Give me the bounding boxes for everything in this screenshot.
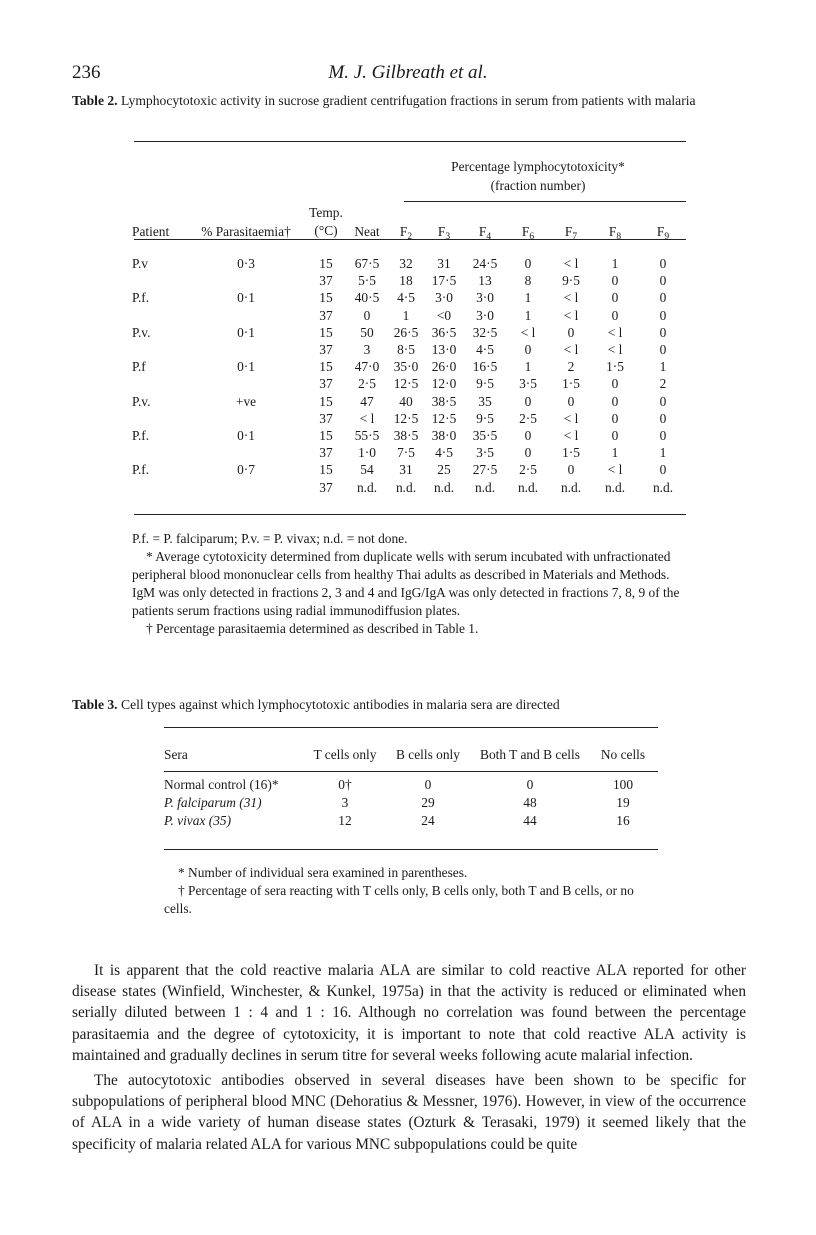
table2-f2: 38·5 bbox=[393, 428, 419, 444]
table2-f2: 31 bbox=[399, 462, 413, 478]
table2-temp: 15 bbox=[319, 462, 333, 478]
fraction-letter: F bbox=[399, 224, 408, 239]
table3-col-sera: Sera bbox=[164, 747, 188, 762]
table2-f7: 9·5 bbox=[562, 273, 580, 289]
table2-f3: 3·0 bbox=[435, 290, 453, 306]
table2-f3: 38·0 bbox=[431, 428, 457, 444]
table2-f4: 27·5 bbox=[472, 462, 498, 478]
table2-footnotes bbox=[132, 530, 692, 638]
table3-none: 100 bbox=[612, 777, 634, 792]
fraction-number: 9 bbox=[664, 232, 670, 242]
table2-col-f9 bbox=[638, 204, 688, 243]
table2-footnote-star: * Average cytotoxicity determined from duplicate wells with serum incubated with unfractionated peripheral blood mononuclear cells from healthy Thai adults as described in Materials and Methods. IgM was only detected in fractions 2, 3 and 4 and IgG/IgA was only detected in fractions 7, 8, 9 of the patients serum fractions using radial immunodiffusion plates. bbox=[132, 549, 680, 618]
table2-f9: 0 bbox=[659, 256, 667, 271]
table2-f3: 31 bbox=[437, 256, 451, 271]
table2-patient: P.f bbox=[132, 359, 146, 375]
table2-f7: < l bbox=[563, 428, 579, 444]
table2-f8: 0 bbox=[611, 376, 619, 392]
table2-f7: < l bbox=[563, 307, 579, 323]
table2-f7: n.d. bbox=[560, 479, 582, 495]
table2-patient bbox=[132, 307, 186, 324]
table2-neat: 3 bbox=[363, 342, 371, 358]
table2-f3: 26·0 bbox=[431, 359, 457, 375]
table2-patient: P.f. bbox=[132, 290, 150, 306]
fraction-letter: F bbox=[521, 224, 530, 239]
table2-f6: 0 bbox=[524, 342, 532, 358]
table2-f2: n.d. bbox=[395, 479, 417, 495]
fraction-number: 3 bbox=[445, 232, 451, 242]
table2-neat: 55·5 bbox=[354, 428, 380, 444]
page-number: 236 bbox=[72, 62, 101, 83]
table2-f2: 1 bbox=[402, 307, 410, 323]
table2-f6: 0 bbox=[524, 393, 532, 409]
table2-f9: 0 bbox=[659, 462, 667, 478]
fraction-letter: F bbox=[608, 224, 617, 239]
table3 bbox=[164, 744, 658, 830]
table2-group-header-line2: (fraction number) bbox=[490, 178, 586, 193]
table3-footnotes bbox=[164, 864, 664, 918]
table3-none: 16 bbox=[616, 813, 630, 828]
table2-f4: 32·5 bbox=[472, 324, 498, 340]
table2-temp: 15 bbox=[319, 256, 333, 271]
table3-b-cells: 24 bbox=[421, 813, 435, 828]
table2-f4: 16·5 bbox=[472, 359, 498, 375]
table2-f8: 0 bbox=[611, 410, 619, 426]
table3-t-cells: 12 bbox=[338, 813, 352, 828]
table2-f3: 12·0 bbox=[431, 376, 457, 392]
table2-f2: 8·5 bbox=[397, 342, 415, 358]
table2-f7: < l bbox=[563, 342, 579, 358]
table3-b-cells: 29 bbox=[421, 795, 435, 810]
table3-both: 44 bbox=[523, 813, 537, 828]
table2-parasitaemia bbox=[186, 272, 306, 289]
table2-f9: 0 bbox=[659, 324, 667, 340]
table-row bbox=[132, 289, 688, 306]
table2-neat: n.d. bbox=[356, 479, 378, 495]
table2-temp: 37 bbox=[319, 376, 333, 392]
fraction-number: 2 bbox=[407, 232, 413, 242]
table2-temp: 15 bbox=[319, 359, 333, 375]
table2-neat: 67·5 bbox=[354, 256, 380, 271]
table2-parasitaemia bbox=[186, 444, 306, 461]
table2-f8: 1 bbox=[611, 445, 619, 461]
table2-parasitaemia bbox=[186, 479, 306, 496]
table2-f7: 1·5 bbox=[562, 445, 580, 461]
table3-sera: P. vivax (35) bbox=[164, 813, 232, 828]
table2-patient: P.f. bbox=[132, 428, 150, 444]
table3-label: Table 3. bbox=[72, 697, 118, 712]
table2-patient bbox=[132, 341, 186, 358]
fraction-letter: F bbox=[437, 224, 446, 239]
body-paragraph-1: It is apparent that the cold reactive malaria ALA are similar to cold reactive ALA reported for other disease states (Winfield, Winchester, & Kunkel, 1975a) in that the activity is reduced or eliminated when serially diluted between 1 : 4 and 1 : 16. Although no correlation was found between the percentage parasitaemia and the degree of cytotoxicity, it is important to note that cold reactive ALA activity is maintained and gradually declines in serum titre for several weeks following acute malarial infection. bbox=[72, 962, 746, 1064]
table2-f2: 32 bbox=[399, 256, 413, 271]
table2-col-f6 bbox=[506, 204, 550, 243]
table2-patient: P.v. bbox=[132, 393, 151, 409]
table2-f7: < l bbox=[563, 290, 579, 306]
table2-f3: 25 bbox=[437, 462, 451, 478]
table2-f4: 3·5 bbox=[476, 445, 494, 461]
table-row bbox=[132, 375, 688, 392]
table2-parasitaemia: 0·7 bbox=[237, 462, 255, 478]
table3-sera: Normal control (16)* bbox=[164, 777, 279, 792]
table2-temp: 15 bbox=[319, 393, 333, 409]
table2-col-temp-line2: (°C) bbox=[314, 223, 338, 238]
table2-parasitaemia bbox=[186, 375, 306, 392]
table2-parasitaemia bbox=[186, 307, 306, 324]
table3-bottom-rule bbox=[164, 849, 658, 850]
table2-f6: 3·5 bbox=[519, 376, 537, 392]
table2-f2: 12·5 bbox=[393, 376, 419, 392]
table3-t-cells: 0† bbox=[338, 777, 352, 792]
table-row bbox=[132, 427, 688, 444]
table2-f3: 36·5 bbox=[431, 324, 457, 340]
table2-f7: < l bbox=[563, 256, 579, 271]
table2-f7: 1·5 bbox=[562, 376, 580, 392]
table2-neat: < l bbox=[359, 410, 375, 426]
table-row bbox=[132, 479, 688, 496]
table2-f4: 4·5 bbox=[476, 342, 494, 358]
fraction-letter: F bbox=[564, 224, 573, 239]
table3-col-b-cells: B cells only bbox=[396, 747, 460, 762]
table2-patient: P.v bbox=[132, 256, 149, 271]
table2-col-patient: Patient bbox=[132, 224, 170, 239]
table-row bbox=[132, 461, 688, 478]
table2-f4: 9·5 bbox=[476, 410, 494, 426]
table2-f7: 2 bbox=[567, 359, 575, 375]
table2-f3: 38·5 bbox=[431, 393, 457, 409]
table2-f2: 35·0 bbox=[393, 359, 419, 375]
table2-f4: 3·0 bbox=[476, 307, 494, 323]
table2-f8: 0 bbox=[611, 273, 619, 289]
table2-f8: n.d. bbox=[604, 479, 626, 495]
table3-footnote-dagger: † Percentage of sera reacting with T cells only, B cells only, both T and B cells, or no cells. bbox=[164, 883, 634, 916]
table2-f3: 13·0 bbox=[431, 342, 457, 358]
table2-temp: 15 bbox=[319, 324, 333, 340]
table3-top-rule bbox=[164, 727, 658, 728]
table3-col-both: Both T and B cells bbox=[480, 747, 580, 762]
table2-neat: 54 bbox=[360, 462, 374, 478]
table2-col-f4 bbox=[464, 204, 506, 243]
table2-neat: 2·5 bbox=[358, 376, 376, 392]
fraction-number: 8 bbox=[616, 232, 622, 242]
table2-neat: 1·0 bbox=[358, 445, 376, 461]
table2-f7: 0 bbox=[567, 393, 575, 409]
table2-f8: 1·5 bbox=[606, 359, 624, 375]
table3-header-row bbox=[164, 744, 658, 766]
table3-caption bbox=[72, 696, 746, 713]
running-head: M. J. Gilbreath et al. bbox=[328, 62, 488, 83]
table-row bbox=[132, 272, 688, 289]
table-row bbox=[164, 794, 658, 812]
table-row bbox=[132, 444, 688, 461]
table2-neat: 5·5 bbox=[358, 273, 376, 289]
table2-f9: 0 bbox=[659, 428, 667, 444]
table2-parasitaemia bbox=[186, 341, 306, 358]
table2-f6: 2·5 bbox=[519, 410, 537, 426]
table2-col-temp-line1: Temp. bbox=[309, 205, 343, 220]
table2-patient bbox=[132, 479, 186, 496]
table2-f3: <0 bbox=[436, 307, 452, 323]
table2-f2: 40 bbox=[399, 393, 413, 409]
table2-f6: 0 bbox=[524, 256, 532, 271]
table3-none: 19 bbox=[616, 795, 630, 810]
table2-col-temp bbox=[306, 204, 346, 243]
table2-parasitaemia: 0·1 bbox=[237, 324, 255, 340]
table2-f4: 35 bbox=[478, 393, 492, 409]
body-paragraph-2: The autocytotoxic antibodies observed in several diseases have been shown to be specific for subpopulations of peripheral blood MNC (Dehoratius & Messner, 1976). However, in view of the occurrence of ALA in a wide variety of human disease states (Ozturk & Terasaki, 1979) it seemed likely that the specificity of malaria related ALA for various MNC subpopulations could be quite bbox=[72, 1072, 746, 1153]
table2-f9: 0 bbox=[659, 342, 667, 358]
table2-f9: 2 bbox=[659, 376, 667, 392]
table-row bbox=[164, 812, 658, 830]
table2-f6: 2·5 bbox=[519, 462, 537, 478]
table2-temp: 15 bbox=[319, 290, 333, 306]
table2-temp: 37 bbox=[319, 307, 333, 323]
table2-f7: < l bbox=[563, 410, 579, 426]
table2-temp: 37 bbox=[319, 479, 333, 495]
body-text bbox=[72, 960, 746, 1155]
table2-f2: 26·5 bbox=[393, 324, 419, 340]
table2-f6: 8 bbox=[524, 273, 532, 289]
table2-f3: 17·5 bbox=[431, 273, 457, 289]
table2-f9: n.d. bbox=[652, 479, 674, 495]
table3-col-t-cells: T cells only bbox=[313, 747, 377, 762]
table3-both: 0 bbox=[526, 777, 534, 792]
table2-f6: 1 bbox=[524, 307, 532, 323]
table2-col-f8 bbox=[592, 204, 638, 243]
table2-f7: 0 bbox=[567, 324, 575, 340]
table2-f4: 13 bbox=[478, 273, 492, 289]
table2-patient bbox=[132, 410, 186, 427]
fraction-letter: F bbox=[478, 224, 487, 239]
table-row bbox=[164, 776, 658, 794]
table-row bbox=[132, 255, 688, 272]
table2-f8: 1 bbox=[611, 256, 619, 271]
table2-footnote-abbrev: P.f. = P. falciparum; P.v. = P. vivax; n.d. = not done. bbox=[132, 531, 408, 546]
table2-f9: 0 bbox=[659, 410, 667, 426]
table2-col-f7 bbox=[550, 204, 592, 243]
table2-f6: n.d. bbox=[517, 479, 539, 495]
table2-f7: 0 bbox=[567, 462, 575, 478]
table3-caption-text: Cell types against which lymphocytotoxic antibodies in malaria sera are directed bbox=[121, 697, 560, 712]
table2-patient: P.f. bbox=[132, 462, 150, 478]
table2-f4: 9·5 bbox=[476, 376, 494, 392]
table2-caption bbox=[72, 92, 746, 109]
table2-patient bbox=[132, 272, 186, 289]
table2-temp: 37 bbox=[319, 342, 333, 358]
table2-f6: < l bbox=[520, 324, 536, 340]
table2-temp: 15 bbox=[319, 428, 333, 444]
table2-col-f2 bbox=[388, 204, 424, 243]
table2-caption-text: Lymphocytotoxic activity in sucrose gradient centrifugation fractions in serum from patients with malaria bbox=[121, 93, 696, 108]
table2-patient: P.v. bbox=[132, 324, 151, 340]
table2-col-parasitaemia: % Parasitaemia† bbox=[201, 224, 291, 239]
table2-f9: 0 bbox=[659, 273, 667, 289]
table2-temp: 37 bbox=[319, 273, 333, 289]
table2-parasitaemia bbox=[186, 410, 306, 427]
table2-f4: 35·5 bbox=[472, 428, 498, 444]
table2-neat: 50 bbox=[360, 324, 374, 340]
table2-f8: 0 bbox=[611, 393, 619, 409]
table2-f3: 12·5 bbox=[431, 410, 457, 426]
table2-f8: 0 bbox=[611, 307, 619, 323]
table3-col-none: No cells bbox=[600, 747, 646, 762]
table2-f8: < l bbox=[607, 462, 623, 478]
table2-neat: 40·5 bbox=[354, 290, 380, 306]
table2-f8: < l bbox=[607, 342, 623, 358]
table-row bbox=[132, 410, 688, 427]
table2 bbox=[132, 142, 688, 496]
table2-parasitaemia: 0·1 bbox=[237, 428, 255, 444]
fraction-number: 4 bbox=[486, 232, 492, 242]
table2-f9: 0 bbox=[659, 307, 667, 323]
table2-f2: 4·5 bbox=[397, 290, 415, 306]
table2-f4: 3·0 bbox=[476, 290, 494, 306]
table2-f8: < l bbox=[607, 324, 623, 340]
table3-t-cells: 3 bbox=[341, 795, 349, 810]
table2-col-neat: Neat bbox=[354, 224, 380, 239]
table2-col-f3 bbox=[424, 204, 464, 243]
table2-f4: n.d. bbox=[474, 479, 496, 495]
table2-f6: 0 bbox=[524, 445, 532, 461]
table2-f9: 0 bbox=[659, 290, 667, 306]
table2-f2: 7·5 bbox=[397, 445, 415, 461]
table2-f8: 0 bbox=[611, 428, 619, 444]
table2-parasitaemia: 0·1 bbox=[237, 290, 255, 306]
table3-footnote-star: * Number of individual sera examined in parentheses. bbox=[178, 865, 468, 880]
table2-label: Table 2. bbox=[72, 93, 118, 108]
table-row bbox=[132, 307, 688, 324]
table2-f6: 0 bbox=[524, 428, 532, 444]
table-row bbox=[132, 341, 688, 358]
table2-patient bbox=[132, 375, 186, 392]
table2-footnote-dagger: † Percentage parasitaemia determined as described in Table 1. bbox=[146, 621, 479, 636]
table3-both: 48 bbox=[523, 795, 537, 810]
table2-f8: 0 bbox=[611, 290, 619, 306]
table2-parasitaemia: 0·1 bbox=[237, 359, 255, 375]
table2-f2: 12·5 bbox=[393, 410, 419, 426]
table2-patient bbox=[132, 444, 186, 461]
table2-temp: 37 bbox=[319, 445, 333, 461]
table2-temp: 37 bbox=[319, 410, 333, 426]
table2-group-header bbox=[388, 142, 688, 204]
table2-f6: 1 bbox=[524, 359, 532, 375]
table2-f3: n.d. bbox=[433, 479, 455, 495]
table2-f4: 24·5 bbox=[472, 256, 498, 271]
table2-header-row bbox=[132, 204, 688, 243]
table3-b-cells: 0 bbox=[424, 777, 432, 792]
table2-neat: 0 bbox=[363, 307, 371, 323]
table2-f3: 4·5 bbox=[435, 445, 453, 461]
table-row bbox=[132, 358, 688, 375]
table2-parasitaemia: +ve bbox=[235, 393, 257, 409]
table2-body bbox=[132, 255, 688, 496]
table2-parasitaemia: 0·3 bbox=[237, 256, 255, 271]
table2-bottom-rule bbox=[134, 514, 686, 515]
table2-neat: 47·0 bbox=[354, 359, 380, 375]
table-row bbox=[132, 324, 688, 341]
fraction-number: 7 bbox=[572, 232, 578, 242]
fraction-letter: F bbox=[656, 224, 665, 239]
table2-neat: 47 bbox=[360, 393, 374, 409]
table2-f9: 1 bbox=[659, 445, 667, 461]
table2-f6: 1 bbox=[524, 290, 532, 306]
table3-sera: P. falciparum (31) bbox=[164, 795, 262, 810]
table2-group-header-line1: Percentage lymphocytotoxicity* bbox=[451, 159, 625, 174]
table2-f9: 1 bbox=[659, 359, 667, 375]
table2-f9: 0 bbox=[659, 393, 667, 409]
table2-f2: 18 bbox=[399, 273, 413, 289]
fraction-number: 6 bbox=[529, 232, 535, 242]
table-row bbox=[132, 393, 688, 410]
